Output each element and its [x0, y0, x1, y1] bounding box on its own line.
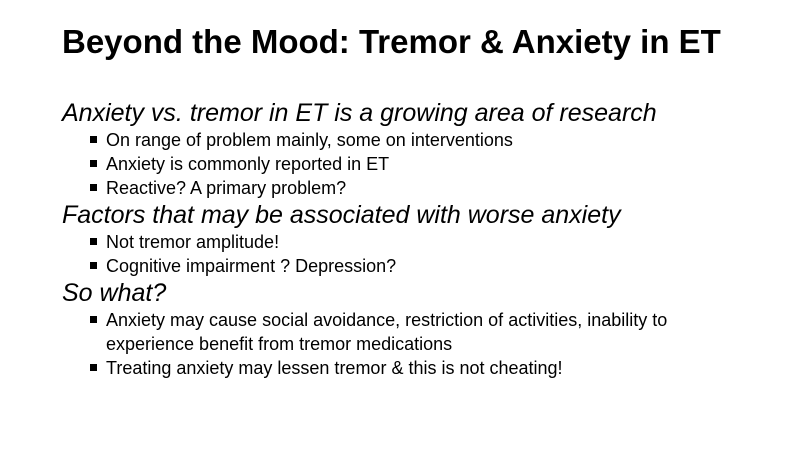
bullet-square-icon [90, 238, 97, 245]
bullet-text: Cognitive impairment ? Depression? [106, 256, 397, 276]
section-factors [62, 200, 762, 278]
list-item [62, 254, 762, 278]
section-heading: Factors that may be associated with worse anxiety [62, 201, 621, 229]
bullet-square-icon [90, 136, 97, 143]
bullet-text: Treating anxiety may lessen tremor & this is not cheating! [106, 358, 563, 378]
list-item [62, 230, 762, 254]
slide-content [62, 98, 762, 380]
bullet-list [62, 128, 762, 200]
bullet-text: Reactive? A primary problem? [106, 178, 347, 198]
bullet-text: On range of problem mainly, some on interventions [106, 130, 513, 150]
bullet-list [62, 230, 762, 278]
bullet-text: Anxiety is commonly reported in ET [106, 154, 390, 174]
section-heading: Anxiety vs. tremor in ET is a growing area of research [62, 99, 657, 127]
bullet-text: Anxiety may cause social avoidance, restriction of activities, inability to experience benefit from tremor medications [106, 310, 668, 354]
list-item [62, 152, 762, 176]
slide-title: Beyond the Mood: Tremor & Anxiety in ET [62, 23, 721, 60]
bullet-square-icon [90, 364, 97, 371]
bullet-square-icon [90, 184, 97, 191]
bullet-square-icon [90, 160, 97, 167]
bullet-text: Not tremor amplitude! [106, 232, 280, 252]
list-item [62, 176, 762, 200]
bullet-list [62, 308, 762, 380]
section-so-what [62, 278, 762, 380]
bullet-square-icon [90, 316, 97, 323]
list-item [62, 128, 762, 152]
section-research [62, 98, 762, 200]
bullet-square-icon [90, 262, 97, 269]
section-heading: So what? [62, 279, 167, 307]
list-item [62, 308, 762, 356]
list-item [62, 356, 762, 380]
